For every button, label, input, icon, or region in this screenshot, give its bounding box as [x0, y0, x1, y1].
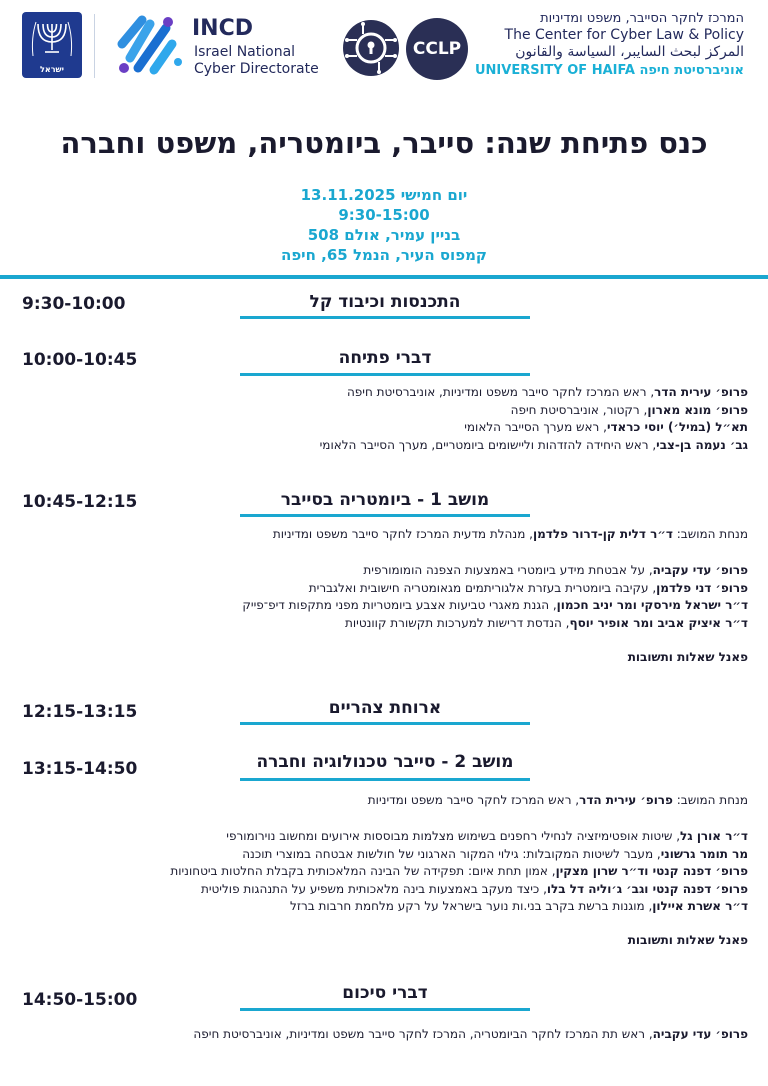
incd-logo-icon — [108, 10, 186, 80]
session-underline — [240, 514, 530, 517]
menorah-icon — [30, 18, 74, 58]
event-hours: 9:30-15:00 — [338, 206, 430, 224]
speaker-line: ד״ר ישראל מירסקי ומר יניב חכמון, הגנת מאגרי טביעות אצבע ביומטריות מפני מתקפות דיפ־פייק — [242, 598, 748, 612]
speaker-line: פרופ׳ עדי עקביה, ראש תת המרכז לחקר הביומטריה, המרכז לחקר סייבר משפט ומדיניות, אוניברסיטת חיפה — [193, 1027, 748, 1041]
event-building: בניין עמיר, אולם 508 — [307, 226, 461, 244]
speaker-list — [8, 384, 748, 454]
event-campus: קמפוס העיר, הנמל 65, חיפה — [281, 246, 487, 264]
israel-emblem-logo — [22, 12, 82, 78]
session-underline — [240, 316, 530, 319]
speaker-line: גב׳ נעמה בן-צבי, ראש היחידה להזדהות וליישומים ביומטריים, מערך הסייבר הלאומי — [319, 437, 748, 452]
session-title: דברי סיכום — [342, 983, 428, 1003]
speaker-line: ד״ר אשרת איילון, מוגנות ברשת בקרב בני.ות נוער בישראל על רקע מלחמת חרבות ברזל — [290, 899, 748, 913]
session-time: 10:45-12:15 — [22, 492, 138, 512]
speaker-line: פרופ׳ דני פלדמן, עקיבה ביומטרית בעזרת אלגוריתמים מגאומטריה חישובית ואלגברית — [308, 580, 748, 595]
speaker-line: פרופ׳ מונא מארון, רקטור, אוניברסיטת חיפה — [510, 402, 748, 417]
speaker-line: פרופ׳ דפנה קנטי וגב׳ ג׳וליה דל בלו, כיצד מעקב באמצעות בינה מלאכותית משפיע על התנהגות פוליטית — [200, 881, 748, 896]
page-title: כנס פתיחת שנה: סייבר, ביומטריה, משפט וחברה — [60, 126, 708, 160]
speaker-line: פרופ׳ עירית הדר, ראש המרכז לחקר סייבר משפט ומדיניות, אוניברסיטת חיפה — [346, 385, 748, 399]
moderator-line: מנחת המושב: פרופ׳ עירית הדר, ראש המרכז לחקר סייבר משפט ומדיניות — [367, 793, 748, 807]
speaker-line: פרופ׳ עדי עקביה, על אבטחת מידע ביומטרי באמצעות הצפנה הומומורפית — [363, 563, 748, 577]
incd-line1: Israel National — [194, 44, 296, 60]
speaker-line: תא״ל (במיל׳) יוסי כראדי, ראש מערך הסייבר הלאומי — [464, 420, 748, 434]
session-underline — [240, 373, 530, 376]
emblem-label: ישראל — [40, 65, 64, 74]
speaker-line: ד״ר אורן גל, שיטות אופטימיזציה לנחילי רחפנים בשימוש מצלמות מבוססות אירועים ומחשוב נוירומורפי — [226, 829, 748, 843]
session-underline — [240, 1008, 530, 1011]
session-time: 9:30-10:00 — [22, 294, 126, 314]
session-title: מושב 1 - ביומטריה בסייבר — [280, 490, 490, 510]
speaker-line: מר תומר גרשוני, מעבר לשיטות המקובלות: גילוי המקור הארגוני של חולשות אבטחה במוצרי תוכנה — [242, 846, 748, 861]
speaker-list — [8, 1026, 748, 1044]
session-title: התכנסות וכיבוד קל — [309, 292, 461, 312]
university-name: UNIVERSITY OF HAIFA אוניברסיטת חיפה — [475, 63, 744, 78]
divider-line — [0, 275, 768, 279]
session-title: דברי פתיחה — [338, 348, 432, 368]
session-title: מושב 2 - סייבר טכנולוגיה וחברה — [256, 752, 514, 772]
session-time: 13:15-14:50 — [22, 759, 138, 779]
cclp-name-hebrew: המרכז לחקר הסייבר, משפט ומדיניות — [540, 11, 744, 26]
session-underline — [240, 722, 530, 725]
header-divider — [94, 14, 95, 78]
cyber-lock-icon — [341, 18, 401, 78]
session-time: 10:00-10:45 — [22, 350, 138, 370]
incd-line2: Cyber Directorate — [194, 61, 319, 77]
session-title: ארוחת צהריים — [328, 698, 442, 718]
session-time: 12:15-13:15 — [22, 702, 138, 722]
qa-panel-label: פאנל שאלות ותשובות — [627, 933, 748, 947]
cclp-name-arabic: المركز لبحث السايبر، السياسة والقانون — [515, 44, 744, 60]
event-date: יום חמישי 13.11.2025 — [300, 186, 468, 204]
speaker-list — [8, 828, 748, 916]
moderator-line: מנחת המושב: ד״ר דלית קן-דרור פלדמן, מנהלת מדעית המרכז לחקר סייבר משפט ומדיניות — [272, 527, 748, 541]
cclp-logo: CCLP — [406, 18, 468, 80]
session-underline — [240, 778, 530, 781]
speaker-line: ד״ר איציק אביב ומר אופיר יוסף, הנדסת דרישות למערכות תקשורת קוונטיות — [344, 615, 748, 630]
incd-name: INCD — [192, 16, 254, 41]
speaker-line: פרופ׳ דפנה קנטי וד״ר שרון מצקין, אמון תחת איום: תפקידה של הבינה המלאכותית בקבלת החלטות ביטחוניות — [170, 864, 748, 878]
qa-panel-label: פאנל שאלות ותשובות — [627, 650, 748, 664]
cclp-name-english: The Center for Cyber Law & Policy — [504, 27, 744, 43]
session-time: 14:50-15:00 — [22, 990, 138, 1010]
speaker-list — [8, 562, 748, 632]
